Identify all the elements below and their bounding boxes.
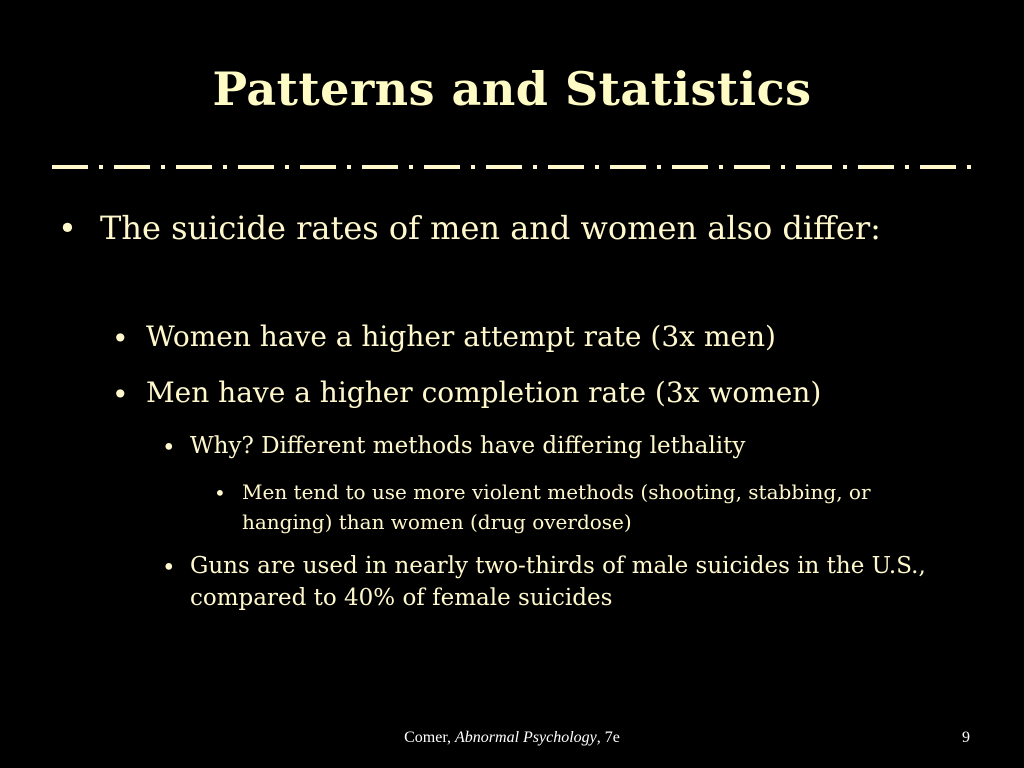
slide-title: Patterns and Statistics xyxy=(212,62,812,116)
bullet-item-level2: Women have a higher attempt rate (3x men) xyxy=(146,320,776,353)
footer-citation xyxy=(0,729,1024,747)
bullet-item-level4: Men tend to use more violent methods (shooting, stabbing, or hanging) than women (drug overdose) xyxy=(242,480,871,534)
bullet-icon: • xyxy=(162,435,176,461)
bullet-icon: • xyxy=(214,481,226,505)
bullet-item-level3: Why? Different methods have differing lethality xyxy=(190,433,746,459)
bullet-item-level2: Men have a higher completion rate (3x women) xyxy=(146,376,822,409)
page-number: 9 xyxy=(962,729,970,746)
bullet-icon: • xyxy=(112,322,129,355)
footer-book-title: Abnormal Psychology xyxy=(455,729,597,746)
bullet-icon: • xyxy=(58,209,77,247)
footer-author: Comer, xyxy=(404,729,456,746)
bullet-icon: • xyxy=(162,555,176,581)
bullet-item-level1: The suicide rates of men and women also differ: xyxy=(100,209,881,247)
footer-edition: , 7e xyxy=(596,729,620,746)
bullet-item-level3: Guns are used in nearly two-thirds of male suicides in the U.S., compared to 40% of female suicides xyxy=(190,553,926,611)
bullet-icon: • xyxy=(112,378,129,411)
